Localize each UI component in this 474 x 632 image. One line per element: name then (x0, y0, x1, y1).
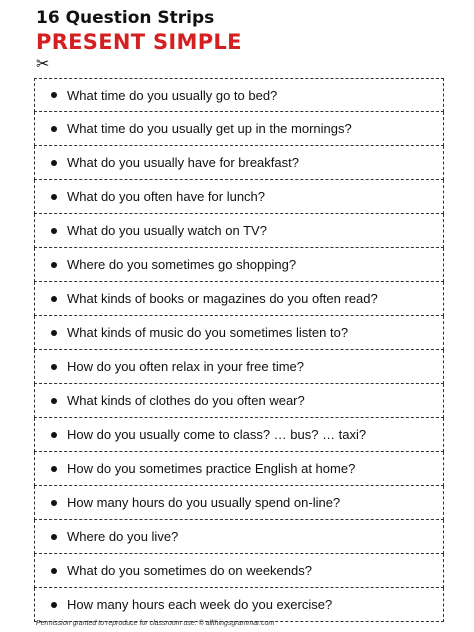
question-strips (34, 78, 444, 622)
bullet-icon (51, 466, 57, 472)
permission-footer: Permission granted to reproduce for classroom use. © allthingsgrammar.com (36, 620, 275, 627)
question-text: What do you usually have for breakfast? (67, 155, 299, 170)
question-text: What kinds of books or magazines do you often read? (67, 291, 378, 306)
question-strip (34, 418, 444, 452)
bullet-icon (51, 534, 57, 540)
bullet-icon (51, 194, 57, 200)
bullet-icon (51, 432, 57, 438)
question-strip (34, 180, 444, 214)
bullet-icon (51, 126, 57, 132)
bullet-icon (51, 160, 57, 166)
question-text: How many hours do you usually spend on-line? (67, 495, 341, 510)
question-strip (34, 112, 444, 146)
bullet-icon (51, 568, 57, 574)
bullet-icon (51, 330, 57, 336)
question-text: How do you usually come to class? … bus? … taxi? (67, 427, 367, 442)
question-strip (34, 316, 444, 350)
scissors-icon: ✂ (36, 54, 50, 73)
question-text: What kinds of music do you sometimes listen to? (67, 325, 349, 340)
bullet-icon (51, 500, 57, 506)
question-strip (34, 214, 444, 248)
question-text: What do you often have for lunch? (67, 189, 266, 204)
bullet-icon (51, 296, 57, 302)
bullet-icon (51, 262, 57, 268)
question-text: What time do you usually get up in the mornings? (67, 121, 352, 136)
question-text: Where do you sometimes go shopping? (67, 257, 297, 272)
bullet-icon (51, 602, 57, 608)
question-strip (34, 588, 444, 622)
bullet-icon (51, 364, 57, 370)
bullet-icon (51, 92, 57, 98)
worksheet-subtitle: PRESENT SIMPLE (36, 30, 242, 54)
question-text: What kinds of clothes do you often wear? (67, 393, 305, 408)
question-strip (34, 350, 444, 384)
question-text: What time do you usually go to bed? (67, 87, 278, 103)
worksheet-title: 16 Question Strips (36, 8, 215, 28)
question-text: How do you often relax in your free time? (67, 359, 305, 374)
question-strip (34, 384, 444, 418)
bullet-icon (51, 228, 57, 234)
question-strip (34, 78, 444, 112)
question-strip (34, 146, 444, 180)
question-strip (34, 486, 444, 520)
question-strip (34, 248, 444, 282)
question-strip (34, 520, 444, 554)
question-strip (34, 282, 444, 316)
question-text: How many hours each week do you exercise? (67, 597, 333, 612)
question-text: What do you usually watch on TV? (67, 223, 267, 238)
bullet-icon (51, 398, 57, 404)
question-text: Where do you live? (67, 529, 179, 544)
question-strip (34, 452, 444, 486)
question-strip (34, 554, 444, 588)
question-text: How do you sometimes practice English at home? (67, 461, 356, 476)
question-text: What do you sometimes do on weekends? (67, 563, 312, 578)
